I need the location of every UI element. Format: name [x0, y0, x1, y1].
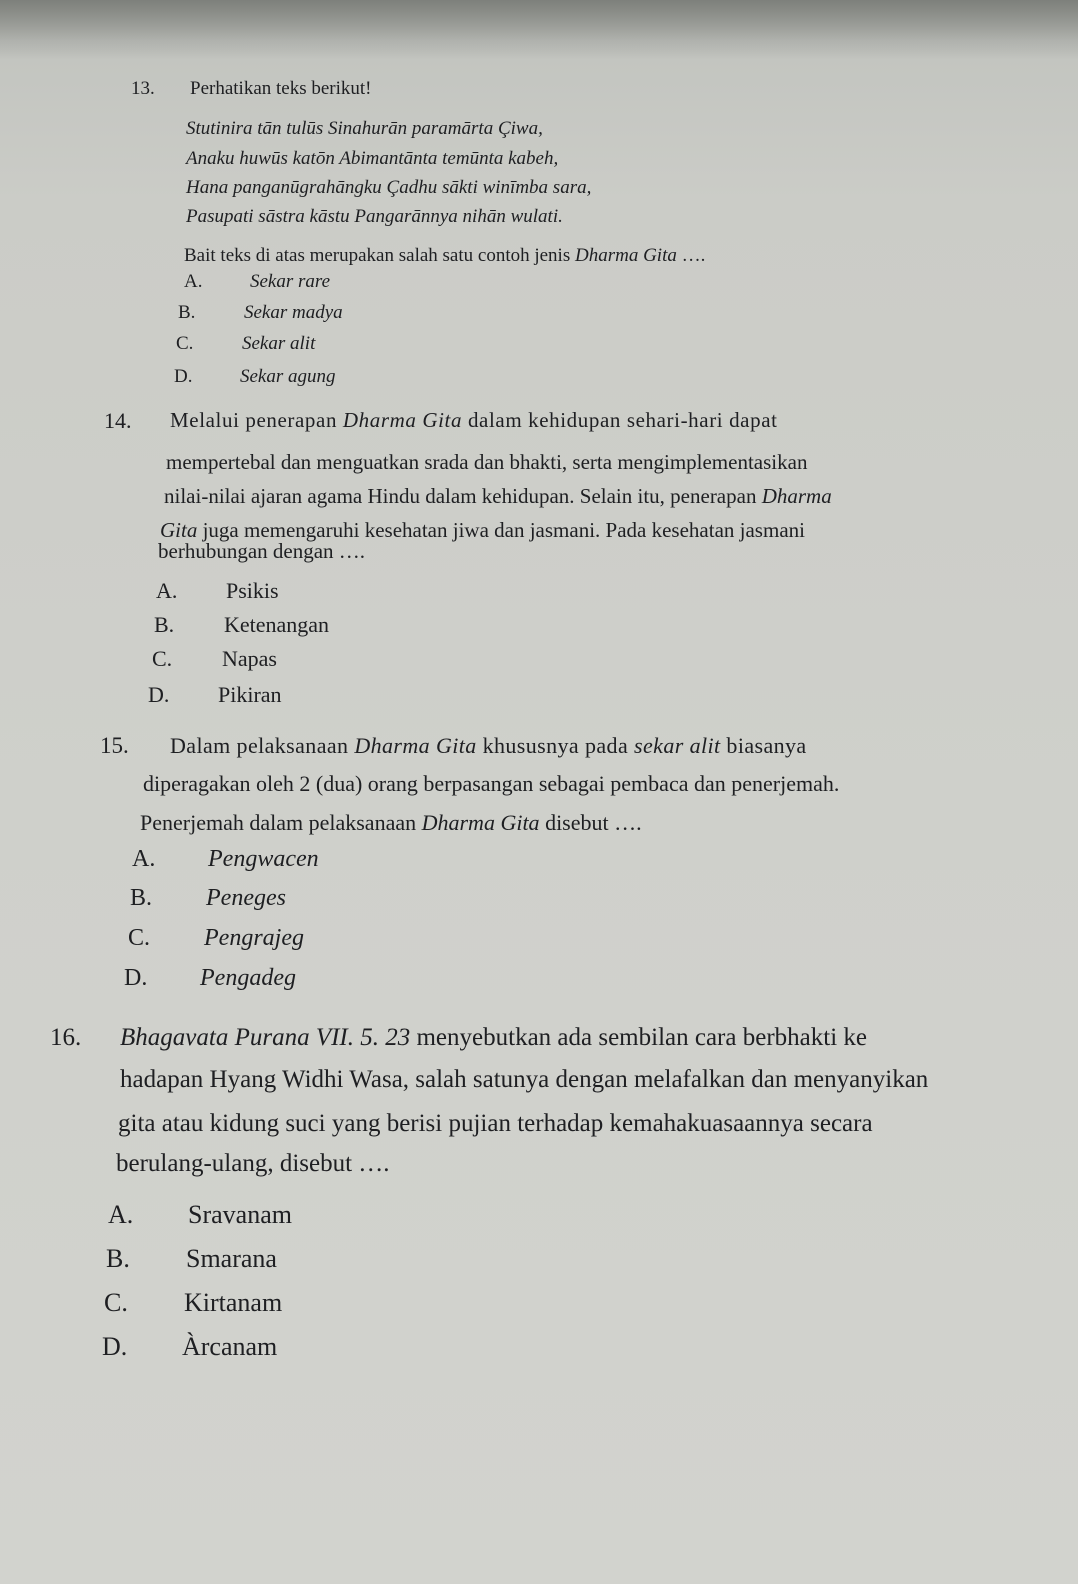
- option-c[interactable]: [152, 646, 277, 672]
- verse-line: Anaku huwūs katōn Abimantānta temūnta kabeh,: [186, 148, 559, 169]
- option-text: Psikis: [226, 578, 279, 603]
- option-letter: C.: [128, 925, 151, 951]
- option-d[interactable]: [102, 1332, 277, 1362]
- question-line: berhubungan dengan ….: [158, 539, 366, 563]
- option-letter: C.: [176, 333, 194, 354]
- line-italic-text: Dharma Gita: [421, 810, 540, 835]
- line-text: khususnya pada: [476, 733, 635, 758]
- line-text: nilai-nilai ajaran agama Hindu dalam kehidupan. Selain itu, penerapan: [164, 484, 762, 508]
- question-line: mempertebal dan menguatkan srada dan bhakti, serta mengimplementasikan: [166, 450, 808, 474]
- option-text: Pengadeg: [200, 965, 296, 991]
- option-a[interactable]: [132, 846, 319, 873]
- stem-text: ….: [676, 245, 706, 266]
- option-text: Sekar madya: [244, 302, 343, 323]
- option-text: Ketenangan: [224, 612, 330, 637]
- option-text: Sravanam: [188, 1200, 292, 1229]
- option-letter: B.: [130, 885, 153, 911]
- line-text: juga memengaruhi kesehatan jiwa dan jasmani. Pada kesehatan jasmani: [197, 518, 805, 542]
- question-instruction: Perhatikan teks berikut!: [190, 78, 372, 99]
- question-line: hadapan Hyang Widhi Wasa, salah satunya dengan melafalkan dan menyanyikan: [120, 1066, 929, 1093]
- option-text: Kirtanam: [184, 1288, 283, 1317]
- question-line: berulang-ulang, disebut ….: [116, 1150, 390, 1177]
- option-text: Smarana: [186, 1244, 277, 1273]
- verse-line: Stutinira tān tulūs Sinahurān paramārta Çiwa,: [186, 118, 543, 139]
- line-italic-text: Dharma Gita: [342, 408, 463, 432]
- option-text: Pengrajeg: [204, 925, 304, 951]
- line-italic-text: Dharma: [761, 484, 832, 508]
- option-letter: B.: [154, 612, 175, 637]
- option-c[interactable]: [128, 925, 304, 952]
- question-stem: [184, 245, 705, 267]
- option-b[interactable]: [130, 885, 286, 912]
- option-letter: D.: [102, 1332, 128, 1361]
- option-text: Sekar rare: [250, 271, 331, 292]
- line-text: menyebutkan ada sembilan cara berbhakti ke: [410, 1024, 867, 1051]
- option-letter: D.: [174, 366, 193, 387]
- option-d[interactable]: [124, 965, 296, 992]
- line-italic-text: Bhagavata Purana VII. 5. 23: [120, 1024, 411, 1051]
- option-c[interactable]: [104, 1288, 282, 1318]
- line-text: Melalui penerapan: [170, 408, 343, 432]
- question-line: diperagakan oleh 2 (dua) orang berpasangan sebagai pembaca dan penerjemah.: [143, 771, 840, 796]
- option-a[interactable]: [156, 578, 279, 604]
- question-number: 13.: [131, 78, 155, 99]
- option-b[interactable]: [154, 612, 329, 638]
- option-text: Pengwacen: [208, 846, 319, 872]
- option-letter: D.: [148, 682, 170, 707]
- verse-line: Hana panganūgrahāngku Çadhu sākti winīmba sara,: [186, 177, 592, 198]
- question-line: [140, 810, 642, 836]
- question-number: 14.: [104, 408, 132, 433]
- option-letter: C.: [152, 646, 173, 671]
- option-text: Peneges: [206, 885, 286, 911]
- line-italic-text: sekar alit: [634, 733, 721, 758]
- line-italic-text: Dharma Gita: [354, 733, 477, 758]
- option-letter: A.: [184, 271, 203, 292]
- option-text: Àrcanam: [182, 1332, 278, 1361]
- line-text: dalam kehidupan sehari-hari dapat: [462, 408, 778, 432]
- option-letter: B.: [106, 1244, 130, 1273]
- option-letter: B.: [178, 302, 196, 323]
- option-letter: D.: [124, 965, 148, 991]
- option-letter: C.: [104, 1288, 128, 1317]
- stem-text: Bait teks di atas merupakan salah satu contoh jenis: [184, 245, 575, 266]
- option-text: Napas: [222, 646, 277, 671]
- option-d[interactable]: [148, 682, 282, 708]
- line-text: Dalam pelaksanaan: [170, 733, 355, 758]
- line-text: disebut ….: [539, 810, 642, 835]
- line-text: Penerjemah dalam pelaksanaan: [140, 810, 422, 835]
- line-text: biasanya: [720, 733, 807, 758]
- question-line: [164, 484, 832, 509]
- verse-line: Pasupati sāstra kāstu Pangarānnya nihān wulati.: [186, 206, 563, 227]
- option-b[interactable]: [178, 302, 343, 324]
- option-letter: A.: [156, 578, 178, 603]
- option-a[interactable]: [184, 271, 330, 293]
- question-line: [120, 1024, 867, 1052]
- option-c[interactable]: [176, 333, 315, 355]
- option-b[interactable]: [106, 1244, 277, 1274]
- stem-italic-text: Dharma Gita: [574, 245, 677, 266]
- line-italic-text: Gita: [160, 518, 198, 542]
- question-number: 16.: [50, 1024, 82, 1051]
- option-text: Pikiran: [218, 682, 282, 707]
- option-letter: A.: [132, 846, 156, 872]
- option-d[interactable]: [174, 366, 336, 388]
- option-text: Sekar agung: [240, 366, 336, 387]
- question-line: [170, 733, 807, 759]
- question-line: [170, 408, 778, 433]
- question-number: 15.: [100, 733, 129, 758]
- option-a[interactable]: [108, 1200, 292, 1230]
- page-top-shadow: [0, 0, 1078, 60]
- option-letter: A.: [108, 1200, 134, 1229]
- option-text: Sekar alit: [242, 333, 316, 354]
- question-line: gita atau kidung suci yang berisi pujian terhadap kemahakuasaannya secara: [118, 1110, 873, 1137]
